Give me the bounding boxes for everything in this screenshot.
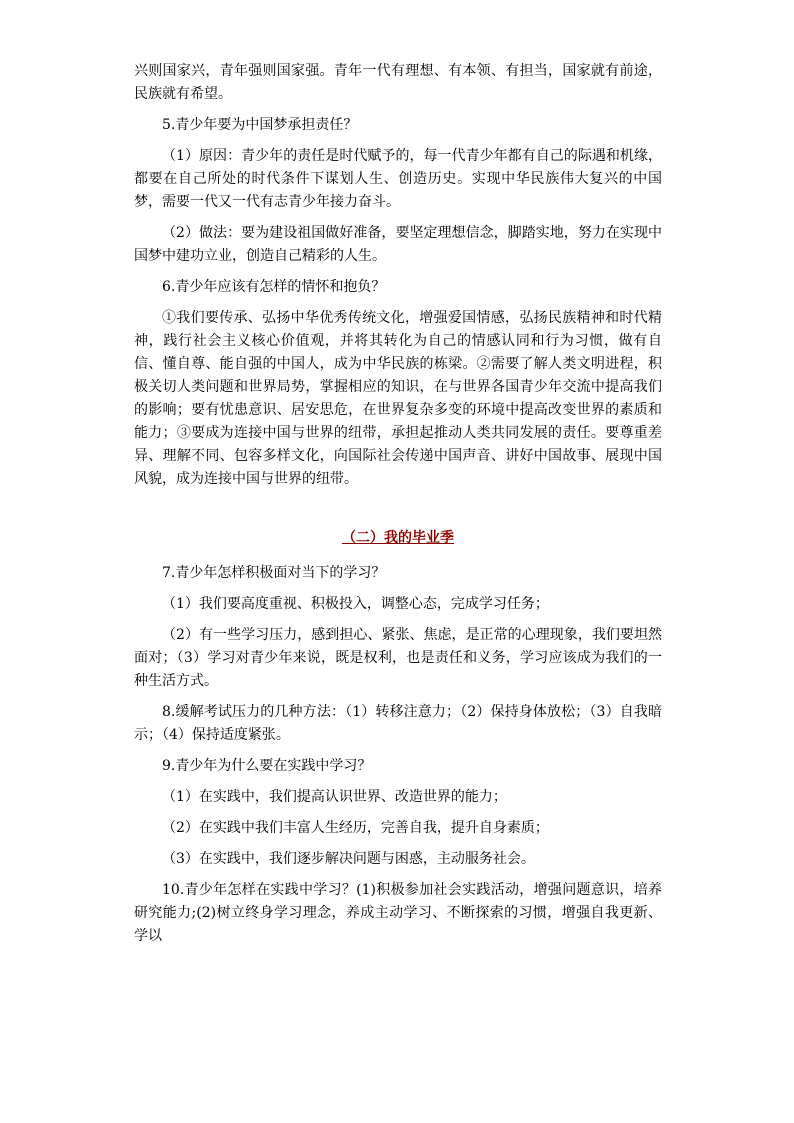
answer-6: ①我们要传承、弘扬中华优秀传统文化，增强爱国情感，弘扬民族精神和时代精神，践行社会主义核心价值观，并将其转化为自己的情感认同和行为习惯，做有自信、懂自尊、能自强的中国人，成为中华民族的栋梁。②需要了解人类文明进程，积极关切人类问题和世界局势，掌握相应的知识，在与世界各国青少年交流中提高我们的影响；要有忧患意识、居安思危，在世界复杂多变的环境中提高改变世界的素质和能力；③要成为连接中国与世界的纽带，承担起推动人类共同发展的责任。要尊重差异、理解不同、包容多样文化，向国际社会传递中国声音、讲好中国故事、展现中国风貌，成为连接中国与世界的纽带。 xyxy=(134,310,662,487)
paragraph-continuation: 兴则国家兴，青年强则国家强。青年一代有理想、有本领、有担当，国家就有前途，民族就有希望。 xyxy=(134,63,662,102)
answer-7-2-3: （2）有一些学习压力，感到担心、紧张、焦虑，是正常的心理现象，我们要坦然面对；（3）学习对青少年来说，既是权利，也是责任和义务，学习应该成为我们的一种生活方式。 xyxy=(134,627,662,689)
question-6: 6.青少年应该有怎样的情怀和抱负？ xyxy=(162,279,386,295)
answer-5-reason: （1）原因：青少年的责任是时代赋予的，每一代青少年都有自己的际遇和机缘，都要在自己所处的时代条件下谋划人生、创造历史。实现中华民族伟大复兴的中国梦，需要一代又一代有志青少年接力奋斗。 xyxy=(134,148,662,210)
question-5: 5.青少年要为中国梦承担责任？ xyxy=(162,117,358,133)
section-title: （二）我的毕业季 xyxy=(342,530,454,546)
answer-9-2: （2）在实践中我们丰富人生经历，完善自我，提升自身素质； xyxy=(162,820,549,836)
answer-9-1: （1）在实践中，我们提高认识世界、改造世界的能力； xyxy=(162,789,507,805)
answer-7-1: （1）我们要高度重视、积极投入，调整心态，完成学习任务； xyxy=(162,596,549,612)
document-page xyxy=(134,60,662,956)
item-10: 10.青少年怎样在实践中学习？(1)积极参加社会实践活动，增强问题意识，培养研究能力;(2)树立终身学习理念，养成主动学习、不断探索的习惯，增强自我更新、学以 xyxy=(134,882,662,944)
answer-5-method: （2）做法：要为建设祖国做好准备，要坚定理想信念，脚踏实地，努力在实现中国梦中建功立业，创造自己精彩的人生。 xyxy=(134,225,662,264)
item-8: 8.缓解考试压力的几种方法：（1）转移注意力；（2）保持身体放松；（3）自我暗示；（4）保持适度紧张。 xyxy=(134,704,662,743)
question-9: 9.青少年为什么要在实践中学习？ xyxy=(162,758,372,774)
answer-9-3: （3）在实践中，我们逐步解决问题与困惑，主动服务社会。 xyxy=(162,851,535,867)
question-7: 7.青少年怎样积极面对当下的学习？ xyxy=(162,565,386,581)
